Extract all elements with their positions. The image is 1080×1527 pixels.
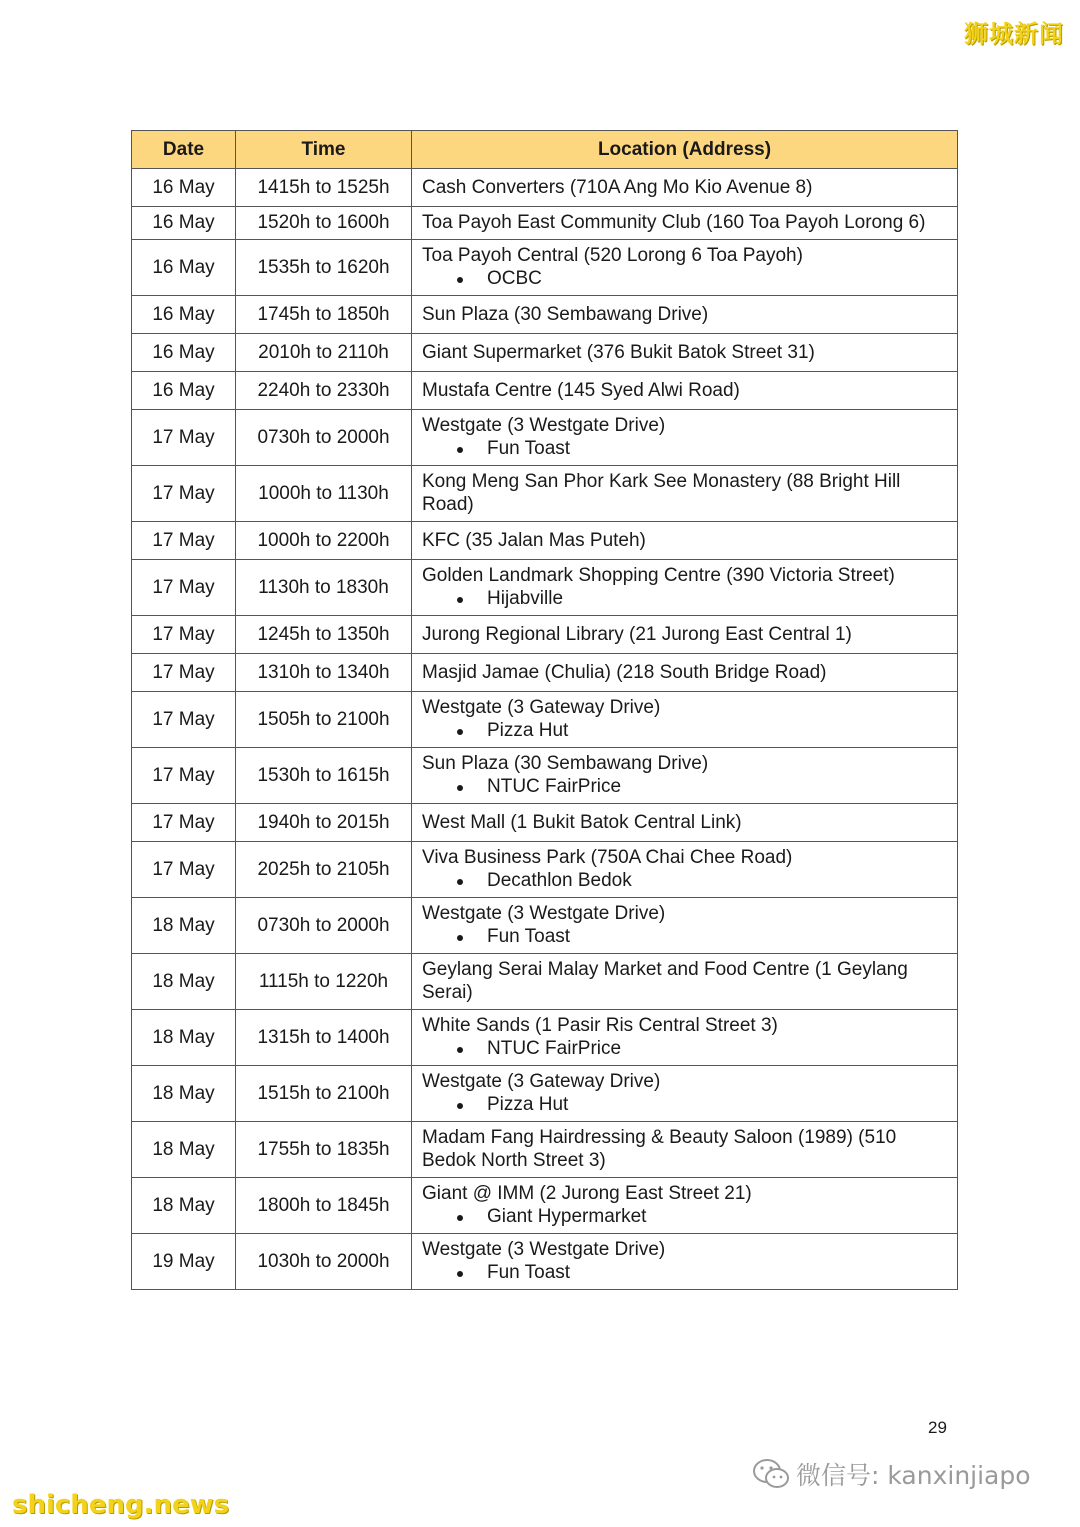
cell-location [412, 748, 958, 804]
cell-location [412, 804, 958, 842]
table-body [132, 169, 958, 1290]
table-row [132, 169, 958, 207]
location-address: KFC (35 Jalan Mas Puteh) [422, 530, 646, 551]
location-sub-bullet: Decathlon Bedok [422, 869, 947, 892]
table-row [132, 372, 958, 410]
cell-location [412, 654, 958, 692]
cell-date: 17 May [132, 804, 236, 842]
table-row [132, 240, 958, 296]
cell-date: 17 May [132, 560, 236, 616]
cell-time: 1245h to 1350h [236, 616, 412, 654]
location-address: Westgate (3 Gateway Drive) [422, 697, 661, 718]
table-header-row [132, 131, 958, 169]
cell-location [412, 1122, 958, 1178]
location-address: Sun Plaza (30 Sembawang Drive) [422, 304, 709, 325]
location-address: Masjid Jamae (Chulia) (218 South Bridge Road) [422, 662, 827, 683]
location-address: Kong Meng San Phor Kark See Monastery (88 Bright Hill Road) [422, 471, 901, 515]
location-address: Giant @ IMM (2 Jurong East Street 21) [422, 1183, 752, 1204]
location-address: Sun Plaza (30 Sembawang Drive) [422, 753, 709, 774]
cell-location [412, 169, 958, 207]
cell-date: 17 May [132, 842, 236, 898]
table-row [132, 1234, 958, 1290]
table-row [132, 954, 958, 1010]
cell-location [412, 1178, 958, 1234]
cell-location [412, 954, 958, 1010]
cell-location [412, 1234, 958, 1290]
table-row [132, 207, 958, 240]
location-address: Westgate (3 Gateway Drive) [422, 1071, 661, 1092]
table-row [132, 616, 958, 654]
location-address: West Mall (1 Bukit Batok Central Link) [422, 812, 742, 833]
cell-date: 16 May [132, 334, 236, 372]
location-address: Mustafa Centre (145 Syed Alwi Road) [422, 380, 740, 401]
cell-time: 1745h to 1850h [236, 296, 412, 334]
table-row [132, 560, 958, 616]
cell-date: 16 May [132, 207, 236, 240]
cell-date: 17 May [132, 466, 236, 522]
cell-location [412, 372, 958, 410]
cell-time: 1515h to 2100h [236, 1066, 412, 1122]
cell-location [412, 410, 958, 466]
location-sub-bullet: Pizza Hut [422, 1093, 947, 1116]
cell-location [412, 616, 958, 654]
location-address: Giant Supermarket (376 Bukit Batok Street 31) [422, 342, 815, 363]
location-address: Cash Converters (710A Ang Mo Kio Avenue 8) [422, 177, 813, 198]
wechat-icon [752, 1458, 790, 1490]
location-address: Viva Business Park (750A Chai Chee Road) [422, 847, 793, 868]
location-address: Westgate (3 Westgate Drive) [422, 903, 666, 924]
table-row [132, 334, 958, 372]
cell-time: 1800h to 1845h [236, 1178, 412, 1234]
cell-location [412, 1066, 958, 1122]
location-sub-bullet: Hijabville [422, 587, 947, 610]
cell-time: 1535h to 1620h [236, 240, 412, 296]
cell-time: 1940h to 2015h [236, 804, 412, 842]
cell-date: 16 May [132, 240, 236, 296]
watermark-logo-top: 狮城新闻 [964, 20, 1064, 48]
cell-date: 17 May [132, 522, 236, 560]
cell-location [412, 466, 958, 522]
cell-date: 16 May [132, 169, 236, 207]
cell-location [412, 240, 958, 296]
header-date: Date [132, 131, 236, 169]
watermark-logo-bottom: shicheng.news [12, 1490, 230, 1520]
cell-location [412, 1010, 958, 1066]
cell-location [412, 207, 958, 240]
table-row [132, 842, 958, 898]
table-row [132, 692, 958, 748]
cell-location [412, 296, 958, 334]
location-sub-bullet: Pizza Hut [422, 719, 947, 742]
schedule-table [131, 130, 958, 1290]
cell-date: 17 May [132, 692, 236, 748]
cell-location [412, 842, 958, 898]
cell-time: 1755h to 1835h [236, 1122, 412, 1178]
cell-location [412, 692, 958, 748]
location-sub-bullet: Fun Toast [422, 1261, 947, 1284]
cell-time: 1505h to 2100h [236, 692, 412, 748]
location-address: Westgate (3 Westgate Drive) [422, 415, 666, 436]
cell-time: 1530h to 1615h [236, 748, 412, 804]
header-location: Location (Address) [412, 131, 958, 169]
wechat-watermark [752, 1456, 1031, 1492]
table-row [132, 410, 958, 466]
cell-date: 18 May [132, 1066, 236, 1122]
location-address: Madam Fang Hairdressing & Beauty Saloon (1989) (510 Bedok North Street 3) [422, 1127, 897, 1171]
table-row [132, 522, 958, 560]
table-row [132, 1178, 958, 1234]
table-row [132, 1066, 958, 1122]
cell-date: 17 May [132, 748, 236, 804]
location-sub-bullet: NTUC FairPrice [422, 775, 947, 798]
cell-time: 2025h to 2105h [236, 842, 412, 898]
page-number: 29 [928, 1418, 947, 1437]
wechat-id: 微信号: kanxinjiapo [796, 1461, 1031, 1490]
cell-date: 18 May [132, 898, 236, 954]
cell-time: 0730h to 2000h [236, 410, 412, 466]
cell-location [412, 334, 958, 372]
cell-time: 1000h to 1130h [236, 466, 412, 522]
cell-date: 17 May [132, 654, 236, 692]
location-address: Golden Landmark Shopping Centre (390 Victoria Street) [422, 565, 895, 586]
header-time: Time [236, 131, 412, 169]
location-sub-bullet: Giant Hypermarket [422, 1205, 947, 1228]
cell-time: 1315h to 1400h [236, 1010, 412, 1066]
cell-date: 18 May [132, 1122, 236, 1178]
cell-time: 1415h to 1525h [236, 169, 412, 207]
cell-time: 2010h to 2110h [236, 334, 412, 372]
table-row [132, 466, 958, 522]
cell-location [412, 560, 958, 616]
location-sub-bullet: NTUC FairPrice [422, 1037, 947, 1060]
location-address: Geylang Serai Malay Market and Food Centre (1 Geylang Serai) [422, 959, 908, 1003]
cell-date: 16 May [132, 296, 236, 334]
cell-date: 18 May [132, 1178, 236, 1234]
cell-time: 2240h to 2330h [236, 372, 412, 410]
cell-date: 19 May [132, 1234, 236, 1290]
table-row [132, 654, 958, 692]
table-row [132, 748, 958, 804]
location-address: Toa Payoh East Community Club (160 Toa Payoh Lorong 6) [422, 212, 926, 233]
cell-location [412, 898, 958, 954]
cell-time: 0730h to 2000h [236, 898, 412, 954]
cell-time: 1000h to 2200h [236, 522, 412, 560]
cell-time: 1115h to 1220h [236, 954, 412, 1010]
cell-date: 18 May [132, 1010, 236, 1066]
cell-time: 1130h to 1830h [236, 560, 412, 616]
table-row [132, 1010, 958, 1066]
location-address: Westgate (3 Westgate Drive) [422, 1239, 666, 1260]
cell-time: 1310h to 1340h [236, 654, 412, 692]
cell-location [412, 522, 958, 560]
cell-date: 17 May [132, 410, 236, 466]
location-address: Jurong Regional Library (21 Jurong East Central 1) [422, 624, 852, 645]
table-row [132, 296, 958, 334]
cell-date: 18 May [132, 954, 236, 1010]
location-sub-bullet: Fun Toast [422, 925, 947, 948]
table-row [132, 898, 958, 954]
table-row [132, 804, 958, 842]
location-sub-bullet: OCBC [422, 267, 947, 290]
location-address: White Sands (1 Pasir Ris Central Street 3) [422, 1015, 778, 1036]
cell-date: 16 May [132, 372, 236, 410]
cell-time: 1030h to 2000h [236, 1234, 412, 1290]
location-address: Toa Payoh Central (520 Lorong 6 Toa Payoh) [422, 245, 803, 266]
cell-date: 17 May [132, 616, 236, 654]
location-sub-bullet: Fun Toast [422, 437, 947, 460]
cell-time: 1520h to 1600h [236, 207, 412, 240]
table-row [132, 1122, 958, 1178]
